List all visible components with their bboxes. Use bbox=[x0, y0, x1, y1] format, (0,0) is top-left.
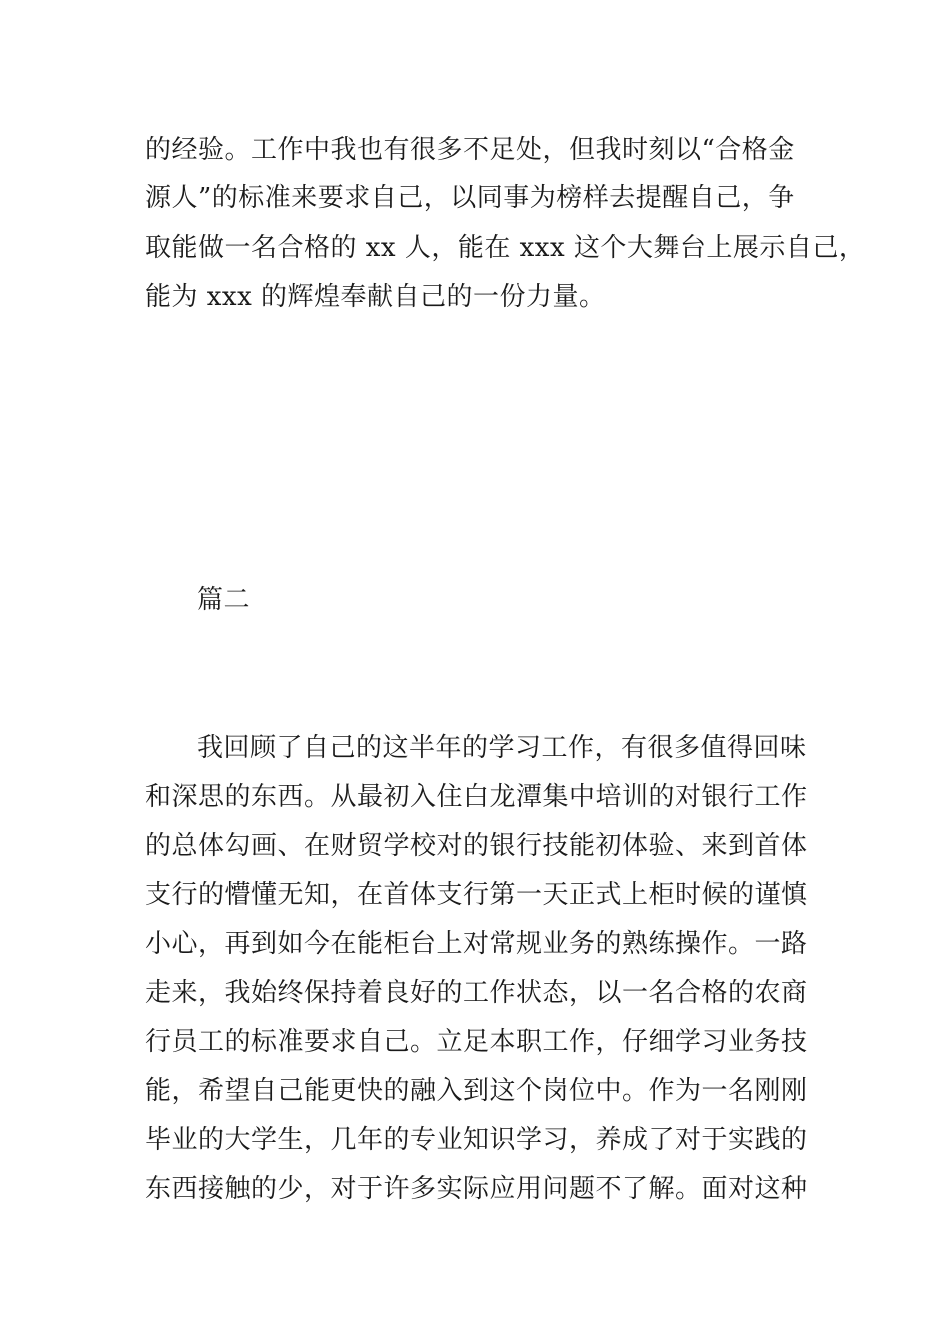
paragraph-line: 行员工的标准要求自己。立足本职工作，仔细学习业务技 bbox=[145, 1027, 808, 1057]
section-heading: 篇二 bbox=[197, 585, 251, 615]
paragraph-line: 的经验。工作中我也有很多不足处，但我时刻以“合格金 bbox=[145, 135, 795, 165]
paragraph-line: 走来，我始终保持着良好的工作状态，以一名合格的农商 bbox=[145, 978, 808, 1008]
paragraph-line: 取能做一名合格的 xx 人，能在 xxx 这个大舞台上展示自己， bbox=[145, 233, 866, 263]
paragraph-line: 源人”的标准来要求自己，以同事为榜样去提醒自己，争 bbox=[145, 183, 795, 213]
paragraph-line: 的总体勾画、在财贸学校对的银行技能初体验、来到首体 bbox=[145, 831, 808, 861]
paragraph-line: 毕业的大学生，几年的专业知识学习，养成了对于实践的 bbox=[145, 1125, 808, 1155]
paragraph-line: 小心，再到如今在能柜台上对常规业务的熟练操作。一路 bbox=[145, 929, 808, 959]
paragraph-line: 能为 xxx 的辉煌奉献自己的一份力量。 bbox=[145, 282, 606, 312]
paragraph-line: 东西接触的少，对于许多实际应用问题不了解。面对这种 bbox=[145, 1174, 808, 1204]
paragraph-line: 我回顾了自己的这半年的学习工作，有很多值得回味 bbox=[197, 733, 807, 763]
paragraph-line: 和深思的东西。从最初入住白龙潭集中培训的对银行工作 bbox=[145, 782, 808, 812]
paragraph-line: 能，希望自己能更快的融入到这个岗位中。作为一名刚刚 bbox=[145, 1076, 808, 1106]
paragraph-line: 支行的懵懂无知，在首体支行第一天正式上柜时候的谨慎 bbox=[145, 880, 808, 910]
